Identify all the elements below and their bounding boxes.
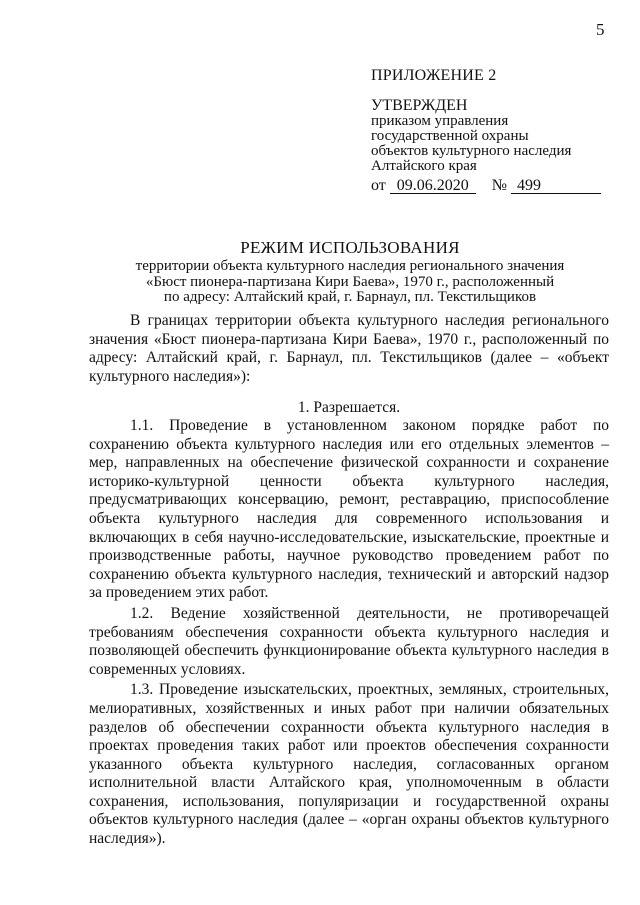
title-line: территории объекта культурного наследия регионального значения [135, 258, 565, 274]
approval-line: Алтайского края [371, 158, 477, 174]
intro-text: В границах территории объекта культурного наследия регионального значения «Бюст пионера-партизана Кири Баева», 1970 г., расположенный по адресу: Алтайский край, г. Барнаул, пл. Текстильщиков (далее – «объект культурного наследия»): [89, 312, 609, 385]
order-date-line [371, 178, 621, 194]
appendix-label: ПРИЛОЖЕНИЕ 2 [371, 67, 497, 84]
section-item: 1.1. Проведение в установленном законом порядке работ по сохранению объекта культурного наследия или его отдельных элементов – мер, направленных на обеспечение физической сохранности и сохранение историко-культурной ценности объекта культурного наследия, предусматривающих консервацию, ремонт, реставрацию, приспособление объекта культурного наследия для современного использования и включающих в себя научно-исследовательские, изыскательские, проектные и производственные работы, научное руководство проведением работ по сохранению объекта культурного наследия, технический и авторский надзор за проведением этих работ. [89, 417, 609, 602]
order-number: 499 [511, 178, 601, 194]
number-sign: № [491, 177, 508, 194]
section-body [89, 417, 609, 849]
title-line: по адресу: Алтайский край, г. Барнаул, пл. Текстильщиков [163, 289, 537, 305]
intro-paragraph [89, 312, 609, 386]
approval-line: приказом управления [371, 113, 509, 129]
approval-stamp [371, 68, 621, 194]
approval-line: государственной охраны [371, 128, 529, 144]
document-title [100, 238, 600, 306]
title-heading: РЕЖИМ ИСПОЛЬЗОВАНИЯ [240, 238, 460, 257]
approval-line: объектов культурного наследия [371, 143, 572, 159]
title-line: «Бюст пионера-партизана Кири Баева», 1970 г., расположенный [145, 273, 555, 290]
date-prefix: от [371, 177, 386, 194]
approved-label: УТВЕРЖДЕН [371, 97, 468, 114]
section-item: 1.3. Проведение изыскательских, проектных, земляных, строительных, мелиоративных, хозяйственных и иных работ при наличии обязательных разделов об обеспечении сохранности объекта культурного наследия в проектах проведения таких работ или проектов обеспечения сохранности указанного объекта культурного наследия, согласованных органом исполнительной власти Алтайского края, уполномоченным в области сохранения, использования, популяризации и государственной охраны объектов культурного наследия (далее – «орган охраны объектов культурного наследия»). [89, 681, 609, 848]
order-date: 09.06.2020 [390, 178, 476, 194]
page-number: 5 [596, 20, 605, 39]
section-item: 1.2. Ведение хозяйственной деятельности, не противоречащей требованиям обеспечения сохранности объекта культурного наследия и позволяющей обеспечить функционирование объекта культурного наследия в современных условиях. [89, 604, 609, 678]
section-heading: 1. Разрешается. [297, 399, 401, 416]
